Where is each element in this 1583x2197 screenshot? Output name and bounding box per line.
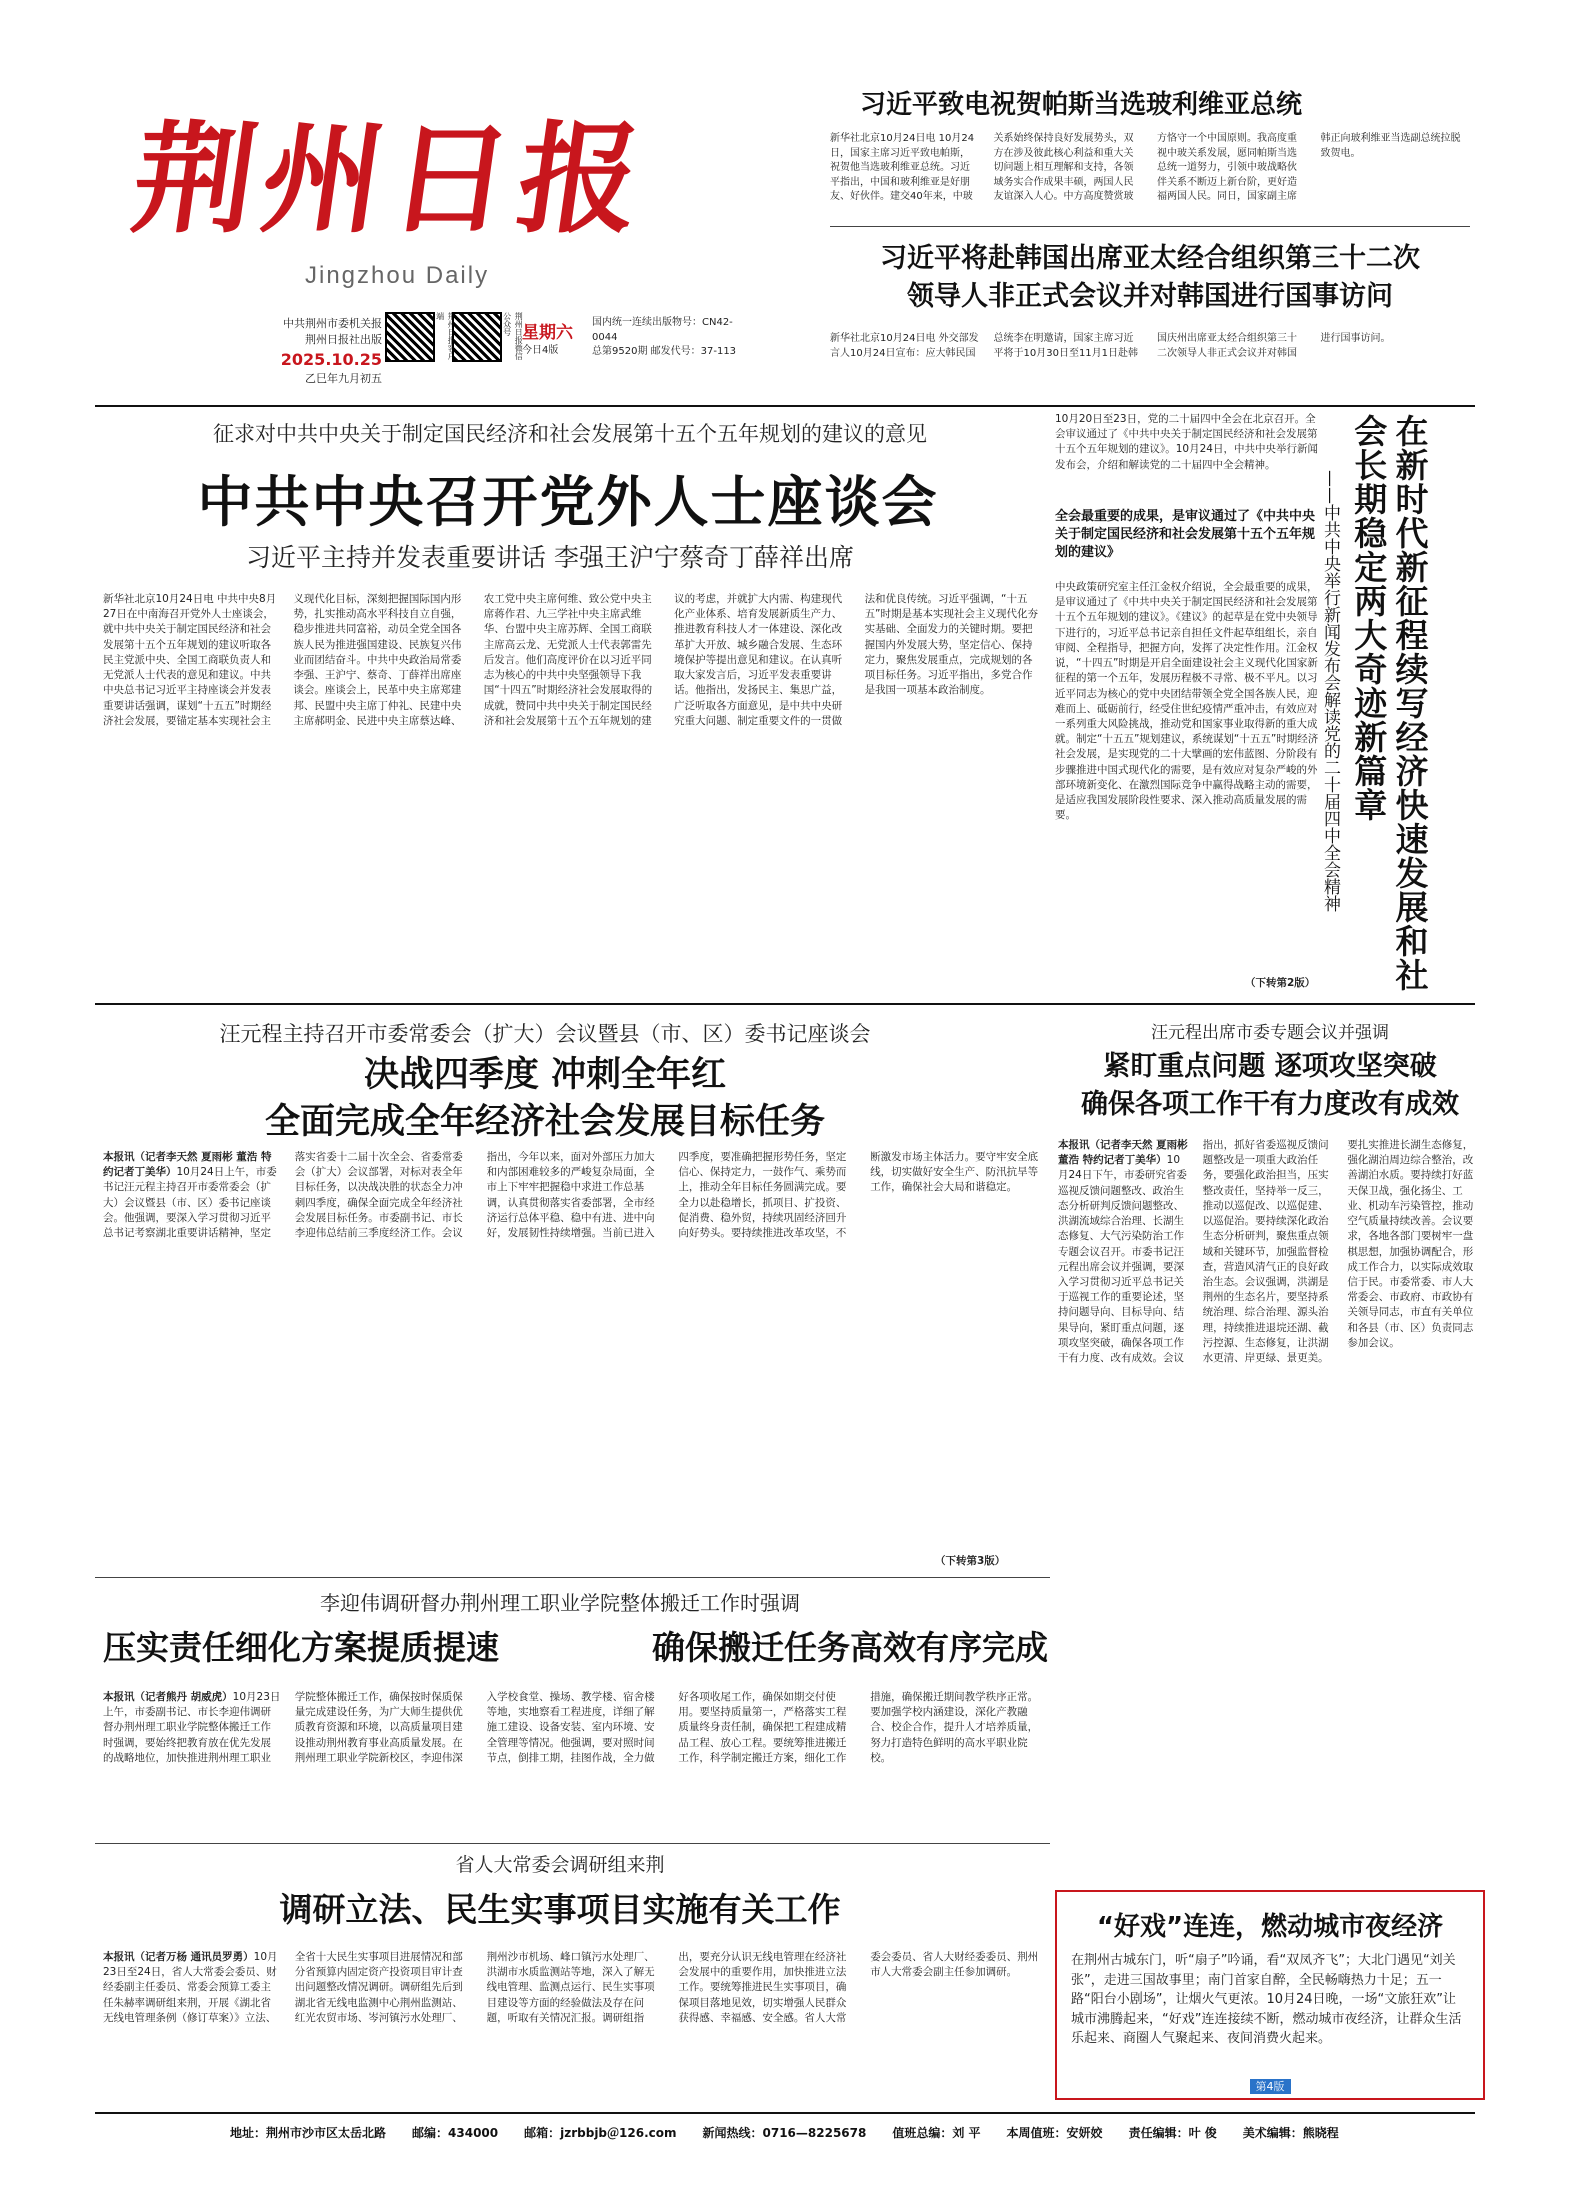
publisher-line: 荆州日报社出版 bbox=[305, 332, 382, 346]
feature-box[interactable] bbox=[1055, 1890, 1485, 2100]
feature-title: “好戏”连连，燃动城市夜经济 bbox=[1096, 1912, 1444, 1942]
qr-label: 荆州日报微信公众号 bbox=[502, 312, 524, 360]
publication-codes bbox=[592, 316, 752, 360]
story-c-kicker: 李迎伟调研督办荆州理工职业学院整体搬迁工作时强调 bbox=[320, 1591, 800, 1615]
footer-rule bbox=[95, 2112, 1475, 2114]
story-text: 10月24日上午，市委书记汪元程主持召开市委常委会（扩大）会议暨县（市、区）委书记座谈会。他强调，要深入学习贯彻习近平总书记考察湖北重要讲话精神，坚定落实省委十二届十次全会、省委常委会（扩大）会议部署，对标对表全年目标任务，以决战决胜的状态全力冲刺四季度，确保全面完成全年经济社会发展目标任务。市委副书记、市长李迎伟总结前三季度经济工作。会议指出，今年以来，面对外部压力加大和内部困难较多的严峻复杂局面，全市上下牢牢把握稳中求进工作总基调，认真贯彻落实省委部署，全市经济运行总体平稳、稳中有进、进中向好，发展韧性持续增强。当前已进入四季度，要准确把握形势任务，坚定信心、保持定力，一鼓作气、乘势而上，推动全年目标任务圆满完成。要全力以赴稳增长，抓项目、扩投资、促消费、稳外贸，持续巩固经济回升向好势头。要持续推进改革攻坚，不断激发市场主体活力。要守牢安全底线，切实做好安全生产、防汛抗旱等工作，确保社会大局和谐稳定。 bbox=[103, 1151, 1039, 1240]
qr-code[interactable] bbox=[385, 312, 435, 362]
story-a-kicker: 汪元程主持召开市委常委会（扩大）会议暨县（市、区）委书记座谈会 bbox=[219, 1022, 871, 1046]
issue-number: 总第9520期 邮发代号：37-113 bbox=[592, 346, 737, 357]
top-story-1-title[interactable]: 习近平致电祝贺帕斯当选玻利维亚总统 bbox=[860, 90, 1303, 120]
plenum-continued: （下转第2版） bbox=[1245, 977, 1316, 989]
story-d-kicker: 省人大常委会调研组来荆 bbox=[455, 1854, 665, 1876]
plenum-text: 中央政策研究室主任江金权介绍说，全会最重要的成果，是审议通过了《中共中央关于制定国民经济和社会发展第十五个五年规划的建议》。《建议》的起草是在党中央领导下进行的，习近平总书记亲自担任文件起草组组长，亲自审阅、全程指导，把握方向，发挥了决定性作用。江金权说，“十四五”时期是开启全面建设社会主义现代化国家新征程的第一个五年，发展历程极不寻常、极不平凡。以习近平同志为核心的党中央团结带领全党全国各族人民，迎难而上、砥砺前行，经受住世纪疫情严重冲击，有效应对一系列重大风险挑战，推动党和国家事业取得新的重大成就。制定“十五五”规划建议，系统谋划“十五五”时期经济社会发展，是实现党的二十大擘画的宏伟蓝图、分阶段有步骤推进中国式现代化的需要，是有效应对复杂严峻的外部环境新变化、在激烈国际竞争中赢得战略主动的需要，是适应我国发展阶段性要求、深入推动高质量发展的需要。 bbox=[1055, 581, 1319, 822]
title-line: 确保各项工作干有力度改有成效 bbox=[1081, 1088, 1459, 1120]
lunar-date: 乙巳年九月初五 bbox=[305, 372, 382, 386]
divider bbox=[95, 1843, 1050, 1844]
footer bbox=[230, 2124, 1480, 2141]
footer-address: 地址：荆州市沙市区太岳北路 bbox=[230, 2126, 387, 2140]
footer-email[interactable]: 邮箱：jzrbbjb＠126.com bbox=[524, 2126, 677, 2140]
footer-editor: 责任编辑：叶 俊 bbox=[1128, 2126, 1217, 2140]
story-d-body bbox=[103, 1950, 1048, 2095]
lead-kicker: 征求对中共中央关于制定国民经济和社会发展第十五个五年规划的建议的意见 bbox=[213, 422, 927, 446]
story-b-title[interactable] bbox=[1040, 1048, 1500, 1124]
story-c-title[interactable] bbox=[103, 1622, 1048, 1669]
page-count: 今日4版 bbox=[522, 345, 559, 356]
title-line: 紧盯重点问题 逐项攻坚突破 bbox=[1103, 1051, 1437, 1082]
plenum-boldline: 全会最重要的成果，是审议通过了《中共中央关于制定国民经济和社会发展第十五个五年规划的建议》 bbox=[1055, 509, 1316, 561]
footer-art: 美术编辑：熊晓程 bbox=[1242, 2126, 1339, 2140]
story-text: 10月23日至24日，省人大常委会委员、财经委副主任委员、常委会预算工委主任朱赫率调研组来荆，开展《湖北省无线电管理条例（修订草案）》立法、全省十大民生实事项目进展情况和部分省预算内固定资产投资项目审计查出问题整改情况调研。调研组先后到湖北省无线电监测中心荆州监测站、红光农贸市场、岑河镇污水处理厂、荆州沙市机场、峰口镇污水处理厂、洪湖市水质监测站等地，深入了解无线电管理、监测点运行、民生实事项目建设等方面的经验做法及存在问题，听取有关情况汇报。调研组指出，要充分认识无线电管理在经济社会发展中的重要作用，加快推进立法工作。要统筹推进民生实事项目，确保项目落地见效，切实增强人民群众获得感、幸福感、安全感。省人大常委会委员、省人大财经委委员、荆州市人大常委会副主任参加调研。 bbox=[103, 1951, 1039, 2024]
top-story-1-text: 新华社北京10月24日电 10月24日，国家主席习近平致电帕斯，祝贺他当选玻利维亚总统。习近平指出，中国和玻利维亚是好朋友、好伙伴。建交40年来，中玻关系始终保持良好发展势头，双方在涉及彼此核心利益和重大关切问题上相互理解和支持，各领域务实合作成果丰硕，两国人民友谊深入人心。中方高度赞赏玻方恪守一个中国原则。我高度重视中玻关系发展，愿同帕斯当选总统一道努力，引领中玻战略伙伴关系不断迈上新台阶，更好造福两国人民。同日，国家副主席韩正向玻利维亚当选副总统拉脱致贺电。 bbox=[830, 133, 1461, 202]
plenum-intro: 10月20日至23日，党的二十届四中全会在北京召开。全会审议通过了《中共中央关于制定国民经济和社会发展第十五个五年规划的建议》。10月24日，中共中央举行新闻发布会，介绍和解读党的二十届四中全会精神。 bbox=[1055, 413, 1318, 471]
title-right: 确保搬迁任务高效有序完成 bbox=[652, 1628, 1048, 1667]
qr-label: 端 bbox=[435, 312, 445, 320]
publisher-line: 中共荆州市委机关报 bbox=[283, 317, 382, 330]
vertical-subtitle: ——中共中央举行新闻发布会解读党的二十届四中全会精神 bbox=[1320, 470, 1340, 912]
title-line: 领导人非正式会议并对韩国进行国事访问 bbox=[907, 280, 1393, 312]
story-a-title[interactable] bbox=[110, 1052, 980, 1147]
story-a-body bbox=[103, 1150, 1048, 1548]
title-left: 压实责任细化方案提质提速 bbox=[103, 1628, 499, 1667]
lead-text: 新华社北京10月24日电 中共中央8月27日在中南海召开党外人士座谈会，就中共中央关于制定国民经济和社会发展第十五个五年规划的建议听取各民主党派中央、全国工商联负责人和无党派人士代表的意见和建议。中共中央总书记习近平主持座谈会并发表重要讲话强调，谋划“十五五”时期经济社会发展，要锚定基本实现社会主义现代化目标，深刻把握国际国内形势，扎实推动高水平科技自立自强，稳步推进共同富裕，动员全党全国各族人民为推进强国建设、民族复兴伟业而团结奋斗。中共中央政治局常委李强、王沪宁、蔡奇、丁薛祥出席座谈会。座谈会上，民革中央主席郑建邦、民盟中央主席丁仲礼、民建中央主席郝明金、民进中央主席蔡达峰、农工党中央主席何维、致公党中央主席蒋作君、九三学社中央主席武维华、台盟中央主席苏辉、全国工商联主席高云龙、无党派人士代表郭雷先后发言。他们高度评价在以习近平同志为核心的中共中央坚强领导下我国“十四五”时期经济社会发展取得的成就，赞同中共中央关于制定国民经济和社会发展第十五个五年规划的建议的考虑，并就扩大内需、构建现代化产业体系、培育发展新质生产力、推进教育科技人才一体建设、深化改革扩大开放、城乡融合发展、生态环境保护等提出意见和建议。在认真听取大家发言后，习近平发表重要讲话。他指出，发扬民主、集思广益，广泛听取各方面意见，是中共中央研究重大问题、制定重要文件的一贯做法和优良传统。习近平强调，“十五五”时期是基本实现社会主义现代化夯实基础、全面发力的关键时期。要把握国内外发展大势，坚定信心、保持定力，聚焦发展重点，完成规划的各项目标任务。习近平指出，多党合作是我国一项基本政治制度。 bbox=[103, 593, 1039, 727]
footer-chief: 值班总编：刘 平 bbox=[892, 2126, 981, 2140]
title-line: 全面完成全年经济社会发展目标任务 bbox=[264, 1102, 825, 1143]
byline: 本报讯（记者熊丹 胡威虎） bbox=[103, 1691, 233, 1703]
title-line: 决战四季度 冲刺全年红 bbox=[363, 1055, 727, 1095]
story-a-continued: （下转第3版） bbox=[935, 1555, 1006, 1567]
vertical-headline[interactable]: 在新时代新征程续写经济快速发展和社会长期稳定两大奇迹新篇章 bbox=[1349, 414, 1430, 992]
masthead-logo: 荆州日报 bbox=[125, 109, 657, 250]
lead-subtitle: 习近平主持并发表重要讲话 李强王沪宁蔡奇丁薛祥出席 bbox=[246, 543, 854, 572]
byline: 本报讯（记者李天然 夏雨彬 董浩 特约记者丁美华） bbox=[1058, 1139, 1188, 1167]
page-badge[interactable]: 第4版 bbox=[1250, 2079, 1291, 2094]
feature-text: 在荆州古城东门，听“扇子”吟诵，看“双凤齐飞”；大北门遇见“刘关张”，走进三国故事里；南门首家自醉，全民畅嗨热力十足；五一路“阳台小剧场”，让烟火气更浓。10月24日晚，一场“文旅狂欢”让城市沸腾起来，“好戏”连连接续不断，燃动城市夜经济，让群众生活乐起来、商圈人气聚起来、夜间消费火起来。 bbox=[1071, 1953, 1462, 2046]
cn-code: 国内统一连续出版物号：CN42-0044 bbox=[592, 317, 733, 343]
story-text: 10月23日上午，市委副书记、市长李迎伟调研督办荆州理工职业学院整体搬迁工作时强调，要始终把教育放在优先发展的战略地位，加快推进荆州理工职业学院整体搬迁工作，确保按时保质保量完成建设任务，为广大师生提供优质教育资源和环境，以高质量项目建设推动荆州教育事业高质量发展。在荆州理工职业学院新校区，李迎伟深入学校食堂、操场、教学楼、宿舍楼等地，实地察看工程进度，详细了解施工建设、设备安装、室内环境、安全管理等情况。他强调，要对照时间节点，倒排工期，挂图作战，全力做好各项收尾工作，确保如期交付使用。要坚持质量第一，严格落实工程质量终身责任制，确保把工程建成精品工程、放心工程。要统筹推进搬迁工作，科学制定搬迁方案，细化工作措施，确保搬迁期间教学秩序正常。要加强学校内涵建设，深化产教融合、校企合作，提升人才培养质量，努力打造特色鲜明的高水平职业院校。 bbox=[103, 1691, 1039, 1764]
top-story-2-title[interactable] bbox=[820, 240, 1480, 316]
story-text: 10月24日下午，市委研究省委巡视反馈问题整改、政治生态分析研判反馈问题整改、洪湖流域综合治理、长湖生态修复、大气污染防治工作专题会议召开。市委书记汪元程出席会议并强调，要深入学习贯彻习近平总书记关于巡视工作的重要论述，坚持问题导向、目标导向、结果导向，紧盯重点问题，逐项攻坚突破，确保各项工作干有力度、改有成效。会议指出，抓好省委巡视反馈问题整改是一项重大政治任务，要强化政治担当，压实整改责任，坚持举一反三，推动以巡促改、以巡促建、以巡促治。要持续深化政治生态分析研判，聚焦重点领域和关键环节，加强监督检查，营造风清气正的良好政治生态。会议强调，洪湖是荆州的生态名片，要坚持系统治理、综合治理、源头治理，持续推进退垸还湖、截污控源、生态修复，让洪湖水更清、岸更绿、景更美。要扎实推进长湖生态修复，强化湖泊周边综合整治，改善湖泊水质。要持续打好蓝天保卫战，强化扬尘、工业、机动车污染管控，推动空气质量持续改善。会议要求，各地各部门要树牢一盘棋思想，加强协调配合，形成工作合力，以实际成效取信于民。市委常委、市人大常委会、市政府、市政协有关领导同志，市直有关单位和各县（市、区）负责同志参加会议。 bbox=[1058, 1139, 1474, 1365]
footer-hotline: 新闻热线：0716—8225678 bbox=[702, 2126, 867, 2140]
section-rule bbox=[95, 1003, 1475, 1005]
story-d-title[interactable]: 调研立法、民生实事项目实施有关工作 bbox=[279, 1890, 841, 1929]
story-b-kicker: 汪元程出席市委专题会议并强调 bbox=[1151, 1023, 1389, 1043]
lead-title[interactable]: 中共中央召开党外人士座谈会 bbox=[197, 470, 939, 534]
story-c-body bbox=[103, 1690, 1048, 1832]
issue-date: 2025.10.25 bbox=[280, 349, 382, 369]
top-story-2-text: 新华社北京10月24日电 外交部发言人10月24日宣布：应大韩民国总统李在明邀请，国家主席习近平将于10月30日至11月1日赴韩国庆州出席亚太经合组织第三十二次领导人非正式会议并对韩国进行国事访问。 bbox=[830, 333, 1391, 359]
divider bbox=[95, 1577, 1050, 1578]
masthead-english: Jingzhou Daily bbox=[305, 262, 490, 289]
footer-week-editor: 本周值班：安妍姣 bbox=[1006, 2126, 1103, 2140]
qr-code[interactable] bbox=[452, 312, 502, 362]
divider bbox=[830, 226, 1470, 227]
story-b-body bbox=[1058, 1138, 1478, 1878]
masthead-rule bbox=[95, 405, 1475, 407]
title-line: 习近平将赴韩国出席亚太经合组织第三十二次 bbox=[880, 243, 1420, 274]
byline: 本报讯（记者李天然 夏雨彬 董浩 特约记者丁美华） bbox=[103, 1151, 272, 1179]
publisher-info bbox=[262, 316, 382, 387]
byline: 本报讯（记者万杨 通讯员罗勇） bbox=[103, 1951, 254, 1963]
footer-postcode: 邮编：434000 bbox=[412, 2126, 499, 2140]
weekday: 星期六 bbox=[522, 323, 573, 343]
